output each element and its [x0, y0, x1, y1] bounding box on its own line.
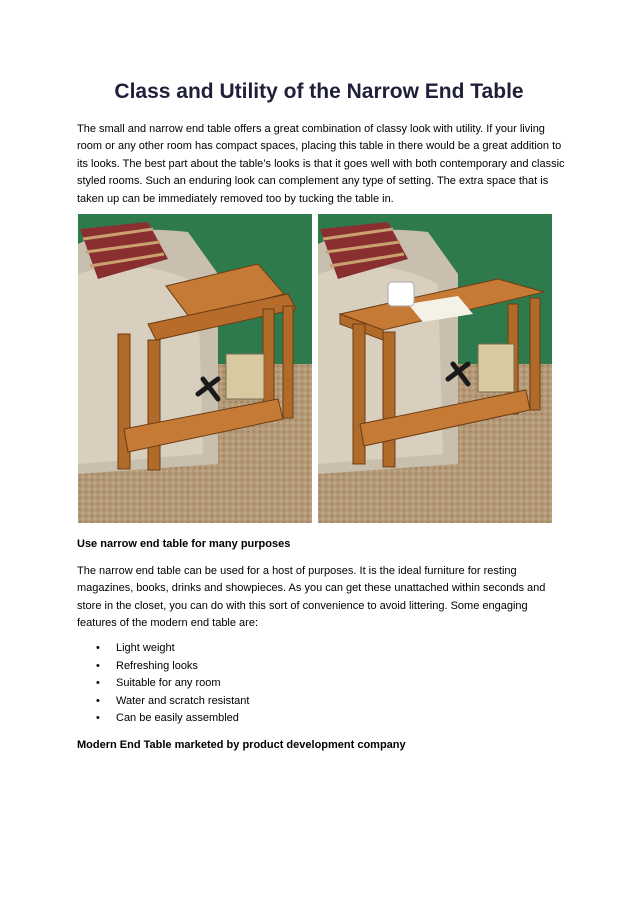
section-heading-purposes: Use narrow end table for many purposes	[77, 538, 291, 550]
list-item: • Water and scratch resistant	[77, 693, 249, 711]
list-item: • Can be easily assembled	[77, 710, 249, 728]
purposes-paragraph: The narrow end table can be used for a host of purposes. It is the ideal furniture for resting magazines, books, drinks and showpieces. As you can get these unattached within seconds and store in the closet, you can do with this sort of convenience to avoid littering. Some engaging features of the modern end table are:	[77, 565, 546, 630]
page-title: Class and Utility of the Narrow End Table	[114, 80, 524, 103]
features-list	[77, 640, 249, 728]
bullet-icon: •	[96, 642, 100, 654]
intro-paragraph: The small and narrow end table offers a great combination of classy look with utility. If your living room or any other room has compact spaces, placing this table in there would be a great addition to its looks. The best part about the table’s looks is that it goes well with both contemporary and classic styled rooms. Such an enduring look can complement any type of setting. The extra space that is taken up can be immediately removed too by tucking the table in.	[77, 123, 565, 205]
list-item: • Suitable for any room	[77, 675, 249, 693]
list-item: • Light weight	[77, 640, 249, 658]
bullet-icon: •	[96, 694, 100, 707]
list-item: • Refreshing looks	[77, 658, 249, 676]
section-heading-marketing: Modern End Table marketed by product development company	[77, 739, 406, 751]
table-closed-photo	[318, 214, 552, 523]
end-table-photo	[78, 214, 552, 523]
table-open-photo	[78, 214, 312, 523]
bullet-icon: •	[96, 677, 100, 689]
bullet-icon: •	[96, 712, 100, 724]
bullet-icon: •	[96, 659, 100, 672]
